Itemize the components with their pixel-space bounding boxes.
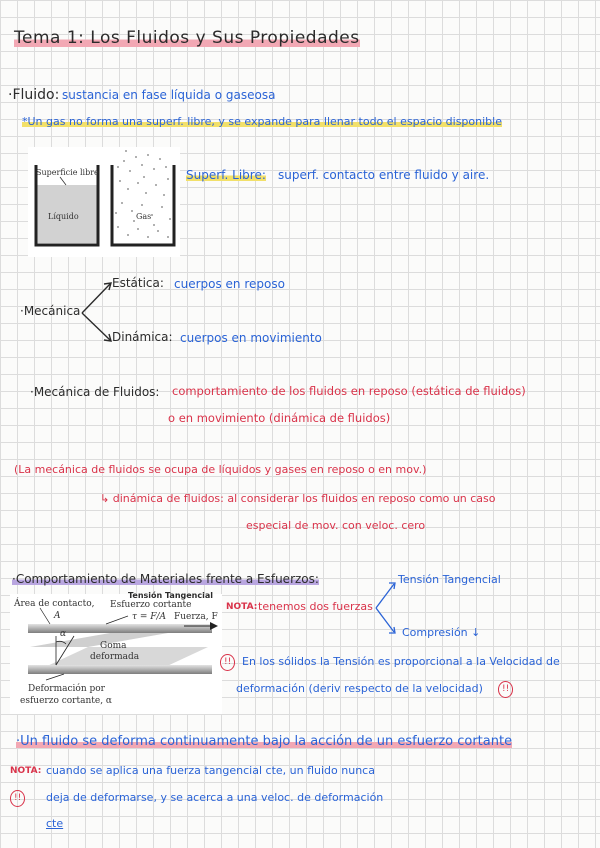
superf-libre-def: superf. contacto entre fluido y aire. (278, 168, 490, 182)
surface-label: Superficie libre (36, 168, 99, 177)
red-note-line1: (La mecánica de fluidos se ocupa de líquidos y gases en reposo o en mov.) (14, 463, 427, 476)
solidos-marker: !! (220, 654, 235, 671)
fuerza-label: Fuerza, F (174, 612, 218, 622)
nota2-line2: deja de deformarse, y se acerca a una veloc. de deformación (46, 791, 384, 804)
estatica-term: Estática: (112, 276, 164, 290)
fluido-definicion-principal: ·Un fluido se deforma continuamente bajo la acción de un esfuerzo cortante (16, 734, 513, 749)
mec-fluidos-label: ·Mecánica de Fluidos: (30, 385, 160, 399)
nota2-line3: cte (46, 817, 64, 830)
area-label: Área de contacto, (14, 599, 95, 609)
superf-libre-term: Superf. Libre: (186, 168, 266, 182)
nota-label: NOTA: (226, 602, 258, 612)
estatica-def: cuerpos en reposo (174, 277, 285, 291)
mec-fluidos-line1: comportamiento de los fluidos en reposo (estática de fluidos) (172, 384, 526, 398)
nota2-marker: !! (10, 790, 25, 807)
solidos-line1: En los sólidos la Tensión es proporcional a la Velocidad de (242, 655, 560, 668)
fluido-label: ·Fluido: (8, 87, 60, 103)
compresion: Compresión ↓ (402, 626, 481, 639)
gas-note: *Un gas no forma una superf. libre, y se expande para llenar todo el espacio disponible (22, 115, 502, 128)
deformacion-label-1: Deformación por (28, 684, 105, 694)
tension-overlay: Tensión Tangencial (128, 591, 213, 600)
goma-label: Goma (100, 641, 127, 651)
nota2-line1: cuando se aplica una fuerza tangencial cte, un fluido nunca (46, 764, 375, 777)
liquid-label: Líquido (48, 212, 79, 221)
liquid-gas-illustration (28, 147, 180, 257)
shear-figure (10, 591, 222, 714)
area-symbol: A (54, 611, 61, 621)
deformada-label: deformada (90, 652, 140, 662)
alpha-symbol: α (60, 629, 67, 639)
solidos-line2: deformación (deriv respecto de la velocidad) (236, 682, 483, 695)
red-note-line3: especial de mov. con veloc. cero (246, 519, 426, 532)
esfuerzo-label: Esfuerzo cortante (110, 600, 192, 610)
gas-label: Gas (136, 212, 152, 221)
page-title: Tema 1: Los Fluidos y Sus Propiedades (14, 28, 360, 48)
shear-formula: τ = F/A (132, 612, 167, 622)
comportamiento-heading: ·Comportamiento de Materiales frente a Esfuerzos: (12, 572, 319, 586)
solidos-end-marker: !! (498, 681, 513, 698)
tension-tangencial: Tensión Tangencial (398, 573, 501, 586)
nota-text: tenemos dos fuerzas (258, 600, 373, 613)
deformacion-label-2: esfuerzo cortante, α (20, 696, 113, 706)
red-note-line2: ↳ dinámica de fluidos: al considerar los fluidos en reposo como un caso (100, 492, 496, 505)
mec-fluidos-line2: o en movimiento (dinámica de fluidos) (168, 411, 391, 425)
force-branch (372, 578, 400, 638)
nota2-label: NOTA: (10, 766, 42, 776)
dinamica-def: cuerpos en movimiento (180, 331, 322, 345)
branch-arrows (80, 278, 116, 348)
dinamica-term: Dinámica: (112, 330, 173, 344)
liquid-gas-figure (28, 147, 180, 257)
mecanica-label: ·Mecánica (20, 304, 81, 318)
fluido-definition: sustancia en fase líquida o gaseosa (62, 88, 276, 102)
